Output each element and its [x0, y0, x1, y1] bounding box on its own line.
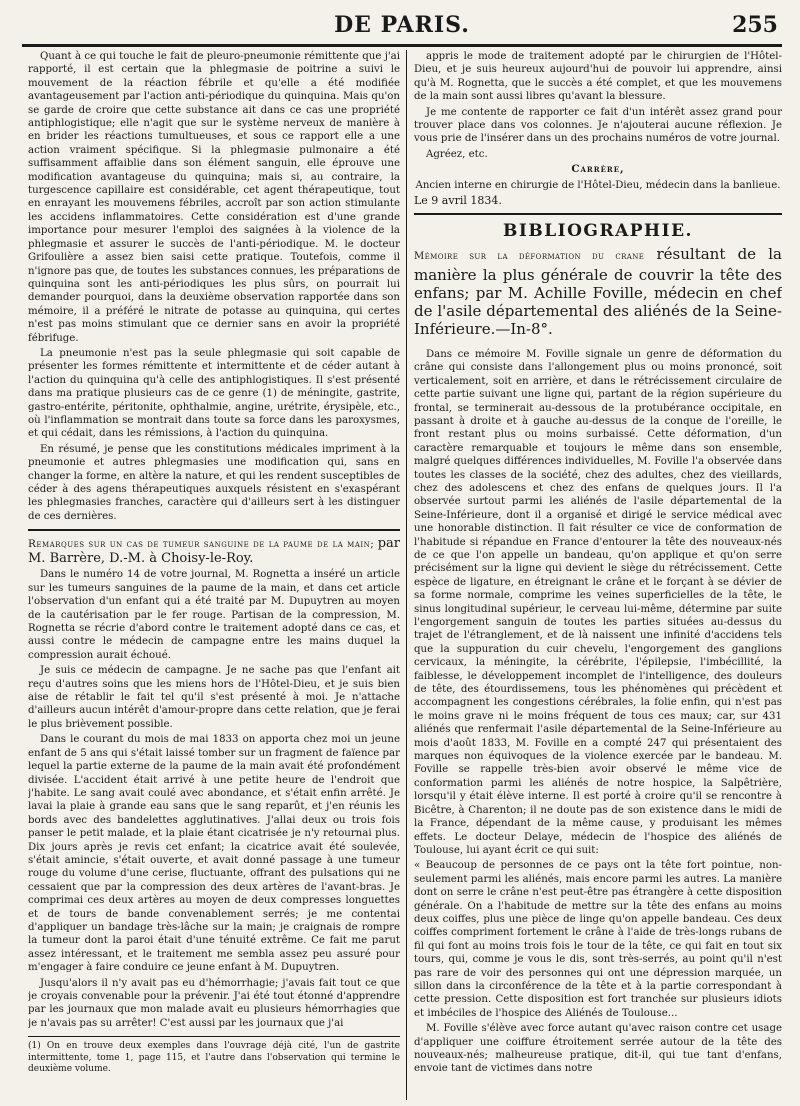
page-title: DE PARIS.	[334, 12, 470, 38]
article-heading-caps: Remarques sur un cas de tumeur sanguine de la paume de la main;	[28, 538, 375, 551]
paragraph: Dans ce mémoire M. Foville signale un genre de déformation du crâne qui consiste dans l'allongement plus ou moins prononcé, soit verticalement, soit en arrière, et dans le rétrécissement circulaire de cette partie suivant une ligne qui, partant de la région supérieure du frontal, se terminerait au-dessous de la protubérance occipitale, en passant à droite et à gauche au-dessus de la conque de l'oreille, le front restant plus ou moins surbaissé. Cette déformation, d'un caractère remarquable et toujours le même dans son ensemble, malgré quelques différences individuelles, M. Foville l'a observée dans toutes les classes de la société, chez des adultes, chez des vieillards, chez des adolescens et chez des enfans de quelques jours. Il l'a observée surtout parmi les aliénés de l'asile départemental de la Seine-Inférieure, dont il a organisé et dirigé le service médical avec une honorable distinction. Il fait résulter ce vice de conformation de l'habitude si répandue en France d'entourer la tête des nouveaux-nés de ce que l'on appelle un bandeau, qu'on applique et qu'on serre précisément sur la ligne qui devient le siège du rétrécissement. Cette espèce de ligature, en étreignant le crâne et le forçant à se dévier de sa forme normale, comprime les veines superficielles de la tête, le sinus longitudinal supérieur, le cerveau lui-même, détermine par suite l'engorgement sanguin de toutes les parties situées au-dessus du trajet de l'étranglement, et de là naissent une infinité d'accidens tels que la suppuration du cuir chevelu, l'engorgement des ganglions cervicaux, la méningite, la cérébrite, l'épilepsie, l'imbécillité, la faiblesse, le développement incomplet de l'intelligence, des douleurs de tête, des étourdissemens, tous les phénomènes qui précèdent et accompagnent les congestions cérébrales, la folie enfin, qui n'est pas le moins grave ni le moins fréquent de tous ces maux; car, sur 431 aliénés que renfermait l'asile départemental de la Seine-Inférieure au mois d'août 1833, M. Foville en a compté 247 qui présentaient des marques non équivoques de la violence exercée par le bandeau. M. Foville se rappelle très-bien avoir observé le même vice de conformation parmi les aliénés de notre hospice, la Salpêtrière, lorsqu'il y était élève interne. Il est porté à croire qu'il se rencontre à Bicêtre, à Charenton; il ne doute pas de son existence dans le midi de la France, dépendant de la même cause, y produisant les mêmes effets. Le docteur Delaye, médecin de l'hospice des aliénés de Toulouse, lui ayant écrit ce qui suit:	[414, 348, 782, 856]
paragraph: Jusqu'alors il n'y avait pas eu d'hémorrhagie; j'avais fait tout ce que je croyais convenable pour la prévenir. J'ai été tout étonné d'apprendre par les journaux que mon malade avait eu plusieurs hémorrhagies que je n'avais pas su arrêter! C'est aussi par les journaux que j'ai	[28, 977, 400, 1029]
article-heading-author: par M. Barrère, D.-M. à Choisy-le-Roy.	[28, 536, 400, 566]
section-separator	[28, 529, 400, 531]
greeting: Agréez, etc.	[426, 148, 488, 160]
bibliography-title: BIBLIOGRAPHIE.	[503, 221, 693, 242]
signature-title: Ancien interne en chirurgie de l'Hôtel-Dieu, médecin dans la banlieue.	[415, 179, 781, 191]
page-number: 255	[732, 12, 778, 38]
paragraph: Dans le numéro 14 de votre journal, M. Rognetta a inséré un article sur les tumeurs sanguines de la paume de la main, et dans cet article l'observation d'un enfant qui a été traité par M. Dupuytren au moyen de la cautérisation par le fer rouge. Partisan de la compression, M. Rognetta se récrie d'abord contre le traitement adopté dans ce cas, et aussi contre le médecin de campagne entre les mains duquel la compression aurait échoué.	[28, 569, 400, 661]
paragraph: Je me contente de rapporter ce fait d'un intérêt assez grand pour trouver place dans vos colonnes. Je n'ajouterai aucune réflexion. Je vous prie de l'insérer dans un des prochains numéros de votre journal.	[414, 106, 782, 145]
paragraph: Je suis ce médecin de campagne. Je ne sache pas que l'enfant ait reçu d'autres soins que les miens hors de l'Hôtel-Dieu, et je suis bien aise de rétablir le fait tel qu'il s'est présenté à moi. Je n'attache d'ailleurs aucun intérêt d'amour-propre dans cette relation, que je ferai le plus brièvement possible.	[28, 665, 400, 730]
book-title	[414, 245, 782, 338]
book-title-rest: résultant de la manière la plus générale de couvrir la tête des enfans; par M. Achille Foville, médecin en chef de l'asile départemental des aliénés de la Seine-Inférieure.—In-8°.	[414, 244, 782, 338]
section-separator	[414, 213, 782, 215]
letter-date: Le 9 avril 1834.	[414, 194, 502, 208]
right-column	[414, 50, 782, 1100]
footnote: (1) On en trouve deux exemples dans l'ouvrage déjà cité, l'un de gastrite intermittente, tome 1, page 115, et l'autre dans l'observation qui termine le deuxième volume.	[28, 1036, 400, 1076]
paragraph: appris le mode de traitement adopté par le chirurgien de l'Hôtel-Dieu, et je suis heureux aujourd'hui de pouvoir lui apprendre, ainsi qu'à M. Rognetta, que le succès a été complet, et que les mouvemens de la main sont aussi libres qu'avant la blessure.	[414, 51, 782, 103]
paragraph: Dans le courant du mois de mai 1833 on apporta chez moi un jeune enfant de 5 ans qui s'était laissé tomber sur un fragment de faïence par lequel la partie externe de la paume de la main avait été profondément divisée. L'accident était arrivé à une petite heure de l'endroit que j'habite. Le sang avait coulé avec abondance, et s'était enfin arrêté. Je lavai la plaie à grande eau sans que le sang reparût, et j'en réunis les bords avec des bandelettes agglutinatives. J'allai deux ou trois fois panser le petit malade, et la plaie étant cicatrisée je n'y retournai plus. Dix jours après je revis cet enfant; la cicatrice avait été soulevée, s'était amincie, s'était ouverte, et avait donné passage à une tumeur rouge du volume d'une cerise, fluctuante, offrant des pulsations qui ne cessaient que par la compression des deux artères de l'avant-bras. Je comprimai ces deux artères au moyen de deux compresses longuettes et de tours de bande convenablement serrés; je me contentai d'appliquer un bandage très-lâche sur la main; je craignais de rompre la tumeur dont la paroi était d'une ténuité extrême. Ce fait me parut assez intéressant, et le traitement me sembla assez peu assuré pour m'engager à faire conduire ce jeune enfant à M. Dupuytren.	[28, 734, 400, 974]
article-heading	[28, 537, 400, 566]
left-column	[28, 50, 400, 1100]
paragraph: En résumé, je pense que les constitutions médicales impriment à la pneumonie et autres phlegmasies une modification qui, sans en changer la forme, en altère la nature, et qui les rendent susceptibles de céder à des agens thérapeutiques auxquels résistent en s'exaspérant les phlegmasies franches, caractère qui d'ailleurs sert à les distinguer de ces dernières.	[28, 443, 400, 522]
columns	[22, 50, 782, 1100]
header-rule	[22, 44, 782, 47]
newspaper-page	[22, 10, 782, 1100]
signature-name: Carrère,	[571, 163, 625, 176]
paragraph: La pneumonie n'est pas la seule phlegmasie qui soit capable de présenter les formes rémittente et intermittente et de céder autant à l'action du quinquina qu'à celle des antiphlogistiques. Il s'est présenté dans ma pratique plusieurs cas de ce genre (1) de méningite, gastrite, gastro-entérite, péritonite, ophthalmie, angine, urétrite, érysipèle, etc., où l'inflammation se montrait dans toute sa force dans les paroxysmes, et qui cédait, dans les rémissions, à l'action du quinquina.	[28, 347, 400, 440]
page-header	[22, 10, 782, 44]
paragraph: M. Foville s'élève avec force autant qu'avec raison contre cet usage d'appliquer une coiffure étroitement serrée autour de la tête des nouveaux-nés; malheureuse pratique, dit-il, qui tue tant d'enfans, envoie tant de victimes dans notre	[414, 1023, 782, 1075]
quotation: « Beaucoup de personnes de ce pays ont la tête fort pointue, non-seulement parmi les aliénés, mais encore parmi les autres. La manière dont on serre le crâne n'est peut-être pas étrangère à cette disposition générale. On a l'habitude de mettre sur la tête des enfans au moins deux coiffes, plus une pièce de linge qu'on appelle bandeau. Ces deux coiffes compriment fortement le crâne à l'aide de très-longs rubans de fil qui font au moins trois fois le tour de la tête, ce qui fait en tout six tours, qui, comme je vous le dis, sont très-serrés, au point qu'il n'est pas rare de voir des personnes qui ont une dépression marquée, un sillon dans la circonférence de la tête et à la partie correspondant à cette pression. Cette disposition est fort tranchée sur plusieurs idiots et imbéciles de l'hospice des Aliénés de Toulouse...	[414, 859, 782, 1020]
column-divider	[406, 50, 407, 1100]
book-title-caps: Mémoire sur la déformation du crane	[414, 250, 645, 262]
paragraph: Quant à ce qui touche le fait de pleuro-pneumonie rémittente que j'ai rapporté, il est certain que la phlegmasie de poitrine a suivi le mouvement de la réaction fébrile et qu'elle a été modifiée avantageusement par l'action anti-périodique du quinquina. Mais qu'on se garde de croire que cette substance ait dans ce cas une propriété antiphlogistique; elle n'agit que sur le système nerveux de manière à en brider les réactions tumultueuses, et sous ce rapport elle a une action vraiment spécifique. Si la phlegmasie pulmonaire a été suffisamment affaiblie dans son élément sanguin, elle éprouve une modification avantageuse du quinquina; mais si, au contraire, la turgescence capillaire est considérable, cet agent thérapeutique, tout en enrayant les mouvemens fébriles, accroît par son action stimulante les accidens inflammatoires. Cette considération est d'une grande importance pour mesurer l'emploi des saignées à la violence de la phlegmasie et assurer le succès de l'anti-périodique. M. le docteur Grifoulière a assez bien saisi cette pratique. Toutefois, comme il n'ignore pas que, de toutes les substances connues, les préparations de quinquina sont les anti-périodiques les plus sûrs, on pourrait lui demander pourquoi, dans la deuxième observation rapportée dans son mémoire, il a préféré le nitrate de potasse au quinquina, qui certes n'est pas moins stimulant que ce dernier sans en avoir la propriété fébrifuge.	[28, 51, 400, 344]
